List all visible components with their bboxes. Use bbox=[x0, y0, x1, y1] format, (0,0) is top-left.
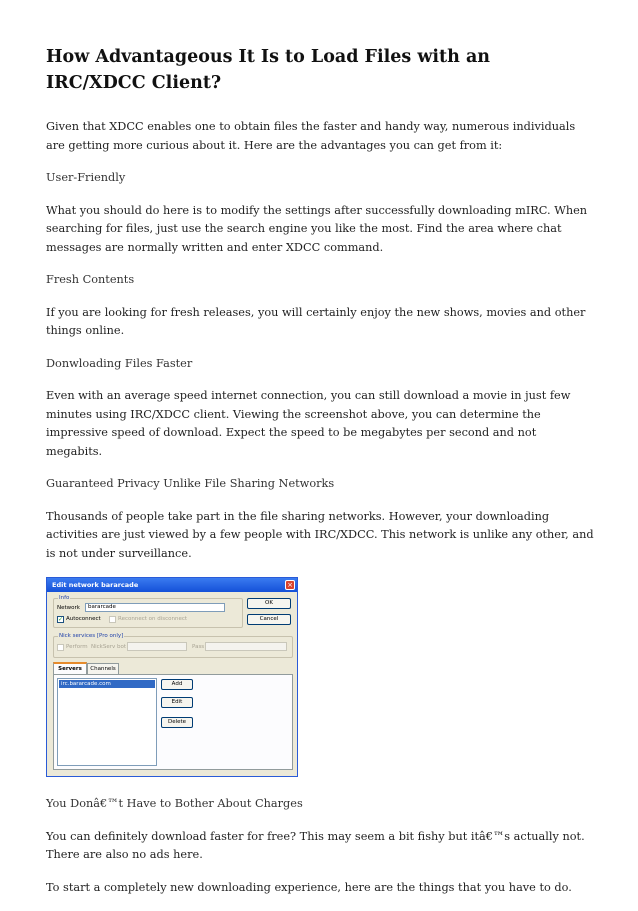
reconnect-label: Reconnect on disconnect bbox=[118, 616, 188, 622]
section-heading-faster: Donwloading Files Faster bbox=[46, 356, 193, 370]
section-heading-charges: You Donâ€™t Have to Bother About Charges bbox=[46, 797, 303, 810]
intro-paragraph: Given that XDCC enables one to obtain files the faster and handy way, numerous individuals are getting more curious about it. Here are the advantages you can get from it: bbox=[46, 120, 576, 152]
section-body-charges: You can definitely download faster for free? This may seem a bit fishy but itâ€™s actually not. There are also no ads here. bbox=[46, 829, 585, 861]
dialog-title: Edit network bararcade bbox=[47, 578, 297, 592]
closing-paragraph: To start a completely new downloading experience, here are the things that you have to do. bbox=[46, 880, 572, 894]
section-body-faster: Even with an average speed internet connection, you can still download a movie in just few minutes using IRC/XDCC client. Viewing the screenshot above, you can determine the impressive speed of download. Expect the speed to be megabytes per second and not megabits. bbox=[46, 389, 571, 458]
close-icon[interactable]: × bbox=[285, 580, 295, 590]
document-page bbox=[46, 44, 594, 911]
reconnect-checkbox[interactable] bbox=[109, 616, 116, 623]
section-heading-privacy: Guaranteed Privacy Unlike File Sharing Networks bbox=[46, 477, 335, 490]
autoconnect-checkbox[interactable]: ✓ bbox=[58, 616, 64, 623]
tab-servers[interactable]: Servers bbox=[53, 662, 87, 674]
dialog-screenshot bbox=[46, 577, 298, 777]
network-input[interactable]: bararcade bbox=[85, 603, 225, 612]
perform-checkbox[interactable] bbox=[57, 644, 64, 651]
perform-label: Perform bbox=[66, 644, 88, 650]
nick-services-label: Nick services [Pro only] bbox=[59, 633, 124, 639]
pass-input[interactable] bbox=[205, 642, 287, 651]
add-button[interactable]: Add bbox=[161, 679, 193, 690]
nickserv-label: NickServ bot bbox=[91, 644, 127, 650]
edit-button[interactable]: Edit bbox=[161, 697, 193, 708]
autoconnect-label: Autoconnect bbox=[66, 616, 101, 622]
tab-channels[interactable]: Channels bbox=[87, 663, 119, 674]
cancel-button[interactable]: Cancel bbox=[247, 614, 291, 625]
ok-button[interactable]: OK bbox=[247, 598, 291, 609]
page-title: How Advantageous It Is to Load Files with an IRC/XDCC Client? bbox=[46, 47, 491, 93]
section-body-privacy: Thousands of people take part in the file sharing networks. However, your downloading activities are just viewed by a few people with IRC/XDCC. This network is unlike any other, and is not under surveillance. bbox=[46, 509, 594, 560]
list-item[interactable]: irc.bararcade.com bbox=[59, 680, 155, 688]
section-heading-fresh-contents: Fresh Contents bbox=[46, 273, 135, 286]
delete-button[interactable]: Delete bbox=[161, 717, 193, 728]
network-label: Network bbox=[57, 605, 80, 611]
section-heading-user-friendly: User-Friendly bbox=[46, 171, 126, 184]
pass-label: Pass bbox=[192, 644, 205, 650]
section-body-user-friendly: What you should do here is to modify the settings after successfully downloading mIRC. When searching for files, just use the search engine you like the most. Find the area where chat messages are normally written and enter XDCC command. bbox=[46, 203, 588, 254]
info-group-label: Info bbox=[59, 595, 70, 601]
server-list[interactable] bbox=[57, 678, 157, 766]
nickserv-input[interactable] bbox=[127, 642, 187, 651]
section-body-fresh-contents: If you are looking for fresh releases, you will certainly enjoy the new shows, movies and other things online. bbox=[46, 305, 586, 337]
